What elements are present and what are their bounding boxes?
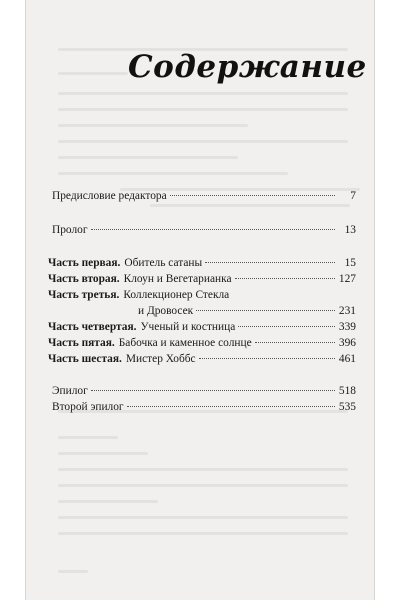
show-through-line (58, 436, 118, 439)
show-through-line (58, 452, 148, 455)
toc-page: 127 (338, 273, 356, 285)
show-through-line (58, 92, 348, 95)
toc-entry (48, 351, 356, 367)
toc-page: 461 (338, 353, 356, 365)
toc-part: Часть пятая. (48, 337, 115, 349)
show-through-line (58, 570, 88, 573)
toc-page: 339 (338, 321, 356, 333)
dot-leader (91, 229, 335, 230)
toc-title: и Дровосек (138, 305, 194, 317)
toc-page: 15 (344, 257, 356, 269)
page-title: Содержание (128, 49, 367, 85)
toc-title: Мистер Хоббс (125, 353, 196, 365)
toc-page: 535 (338, 401, 356, 413)
show-through-line (58, 532, 348, 535)
toc-title: Предисловие редактора (52, 190, 167, 202)
toc-part: Часть вторая. (48, 273, 120, 285)
toc-title: Эпилог (52, 385, 88, 397)
toc-title: Коллекционер Стекла (123, 289, 230, 301)
dot-leader (170, 195, 335, 196)
toc-entry (48, 188, 356, 204)
toc-part: Часть первая. (48, 257, 121, 269)
toc-part: Часть четвертая. (48, 321, 137, 333)
dot-leader (255, 342, 335, 343)
show-through-line (58, 72, 128, 75)
toc-entry (48, 319, 356, 335)
toc-entry (48, 271, 356, 287)
toc-page: 396 (338, 337, 356, 349)
toc-title: Пролог (52, 224, 88, 236)
show-through-line (58, 140, 348, 143)
show-through-line (150, 204, 350, 207)
toc-title: Бабочка и каменное солнце (118, 337, 252, 349)
dot-leader (199, 358, 335, 359)
dot-leader (235, 278, 335, 279)
dot-leader (238, 326, 335, 327)
toc-entry (48, 399, 356, 415)
toc-title: Ученый и костница (140, 321, 236, 333)
dot-leader (91, 390, 335, 391)
show-through-line (58, 124, 248, 127)
toc-part: Часть третья. (48, 289, 120, 301)
toc-page: 231 (338, 305, 356, 317)
toc-entry (48, 287, 356, 303)
dot-leader (196, 310, 335, 311)
toc-entry (48, 255, 356, 271)
toc-title: Клоун и Вегетарианка (123, 273, 232, 285)
toc-part: Часть шестая. (48, 353, 122, 365)
show-through-line (58, 500, 158, 503)
show-through-line (58, 516, 348, 519)
show-through-line (58, 156, 238, 159)
toc-page: 13 (344, 224, 356, 236)
show-through-line (58, 468, 348, 471)
toc-entry (48, 335, 356, 351)
toc-page: 518 (338, 385, 356, 397)
toc-title: Обитель сатаны (124, 257, 203, 269)
toc-entry (48, 222, 356, 238)
show-through-line (58, 172, 288, 175)
toc-entry (48, 383, 356, 399)
show-through-line (58, 484, 348, 487)
dot-leader (205, 262, 335, 263)
show-through-line (58, 108, 348, 111)
toc-page: 7 (350, 190, 356, 202)
toc-title: Второй эпилог (52, 401, 124, 413)
toc-entry-continuation (48, 303, 356, 319)
dot-leader (127, 406, 335, 407)
